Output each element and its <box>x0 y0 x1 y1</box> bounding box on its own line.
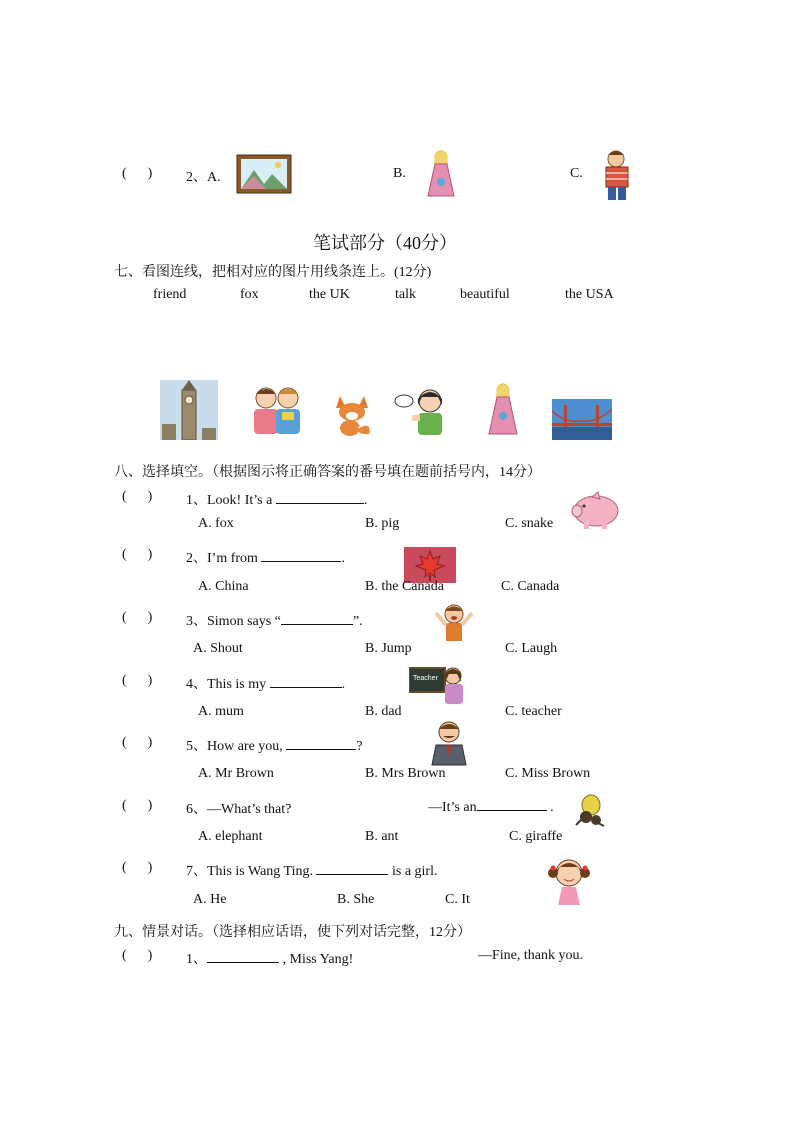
match-word: talk <box>395 287 416 302</box>
pig-icon <box>570 491 624 531</box>
answer-paren[interactable]: ( ) <box>122 798 153 813</box>
question-text: 2、I’m from . <box>186 551 345 566</box>
girl-icon <box>546 855 592 907</box>
option-b-label: B. <box>393 166 406 181</box>
princess-icon <box>486 380 520 438</box>
dialogue-reply: —Fine, thank you. <box>478 948 583 963</box>
answer-paren[interactable]: ( ) <box>122 489 153 504</box>
friends-icon <box>248 382 306 436</box>
answer-paren[interactable]: ( ) <box>122 948 153 963</box>
maple-leaf-icon <box>404 547 456 583</box>
answer-blank <box>316 862 388 875</box>
option-a: A. He <box>193 892 227 907</box>
option-c-label: C. <box>570 166 583 181</box>
question-text: 1、 , Miss Yang! <box>186 952 354 967</box>
question-text: 3、Simon says “ ”. <box>186 614 363 629</box>
option-a: A. Mr Brown <box>198 766 274 781</box>
big-ben-icon <box>160 380 218 440</box>
board-text: Teacher <box>413 675 438 682</box>
teacher-at-blackboard-icon <box>409 664 465 706</box>
answer-paren[interactable]: ( ) <box>122 166 153 181</box>
option-b: B. She <box>337 892 375 907</box>
answer-blank <box>270 675 342 688</box>
princess-icon <box>424 148 458 200</box>
landscape-painting-icon <box>236 154 292 194</box>
match-word: friend <box>153 287 187 302</box>
ant-icon <box>574 791 608 827</box>
option-c: C. teacher <box>505 704 562 719</box>
man-icon <box>596 148 638 202</box>
option-c: C. snake <box>505 516 554 531</box>
answer-paren[interactable]: ( ) <box>122 610 153 625</box>
option-a: A. China <box>198 579 249 594</box>
question-text: 6、—What’s that? <box>186 802 292 817</box>
answer-blank <box>477 798 547 811</box>
option-c: C. Canada <box>501 579 560 594</box>
answer-paren[interactable]: ( ) <box>122 547 153 562</box>
option-c: C. giraffe <box>509 829 563 844</box>
girl-talking-icon <box>394 383 450 437</box>
match-word: the USA <box>565 287 614 302</box>
answer-blank <box>276 491 364 504</box>
match-word: the UK <box>309 287 350 302</box>
option-c: C. It <box>445 892 470 907</box>
fox-icon <box>332 390 374 438</box>
option-a: A. Shout <box>193 641 243 656</box>
answer-blank <box>207 950 279 963</box>
answer-blank <box>261 549 341 562</box>
section-9-heading: 九、情景对话。（选择相应话语，使下列对话完整，12分） <box>114 925 471 940</box>
option-a: A. fox <box>198 516 234 531</box>
question-text: 4、This is my . <box>186 677 346 692</box>
question-text: 7、This is Wang Ting. is a girl. <box>186 864 438 879</box>
match-word: beautiful <box>460 287 510 302</box>
question-text: 5、How are you, ? <box>186 739 363 754</box>
boy-shouting-icon <box>434 603 474 645</box>
option-b: B. pig <box>365 516 400 531</box>
option-a: A. elephant <box>198 829 263 844</box>
answer-paren[interactable]: ( ) <box>122 673 153 688</box>
mr-brown-icon <box>428 719 470 767</box>
match-word: fox <box>240 287 259 302</box>
section-7-heading: 七、看图连线，把相对应的图片用线条连上。(12分) <box>114 265 432 280</box>
section-8-heading: 八、选择填空。（根据图示将正确答案的番号填在题前括号内，14分） <box>114 465 541 480</box>
option-b: B. dad <box>365 704 402 719</box>
option-b: B. Mrs Brown <box>365 766 446 781</box>
option-c: C. Laugh <box>505 641 558 656</box>
option-b: B. the Canada <box>365 579 444 594</box>
answer-blank <box>286 737 356 750</box>
answer-text: —It’s an . <box>428 800 554 815</box>
option-b: B. Jump <box>365 641 412 656</box>
golden-gate-bridge-icon <box>552 399 612 440</box>
answer-paren[interactable]: ( ) <box>122 735 153 750</box>
section-title: 笔试部分（40分） <box>313 233 457 253</box>
question-text: 1、Look! It’s a . <box>186 493 368 508</box>
question-label: 2、A. <box>186 170 221 185</box>
option-b: B. ant <box>365 829 399 844</box>
option-a: A. mum <box>198 704 244 719</box>
option-c: C. Miss Brown <box>505 766 591 781</box>
answer-paren[interactable]: ( ) <box>122 860 153 875</box>
answer-blank <box>281 612 353 625</box>
